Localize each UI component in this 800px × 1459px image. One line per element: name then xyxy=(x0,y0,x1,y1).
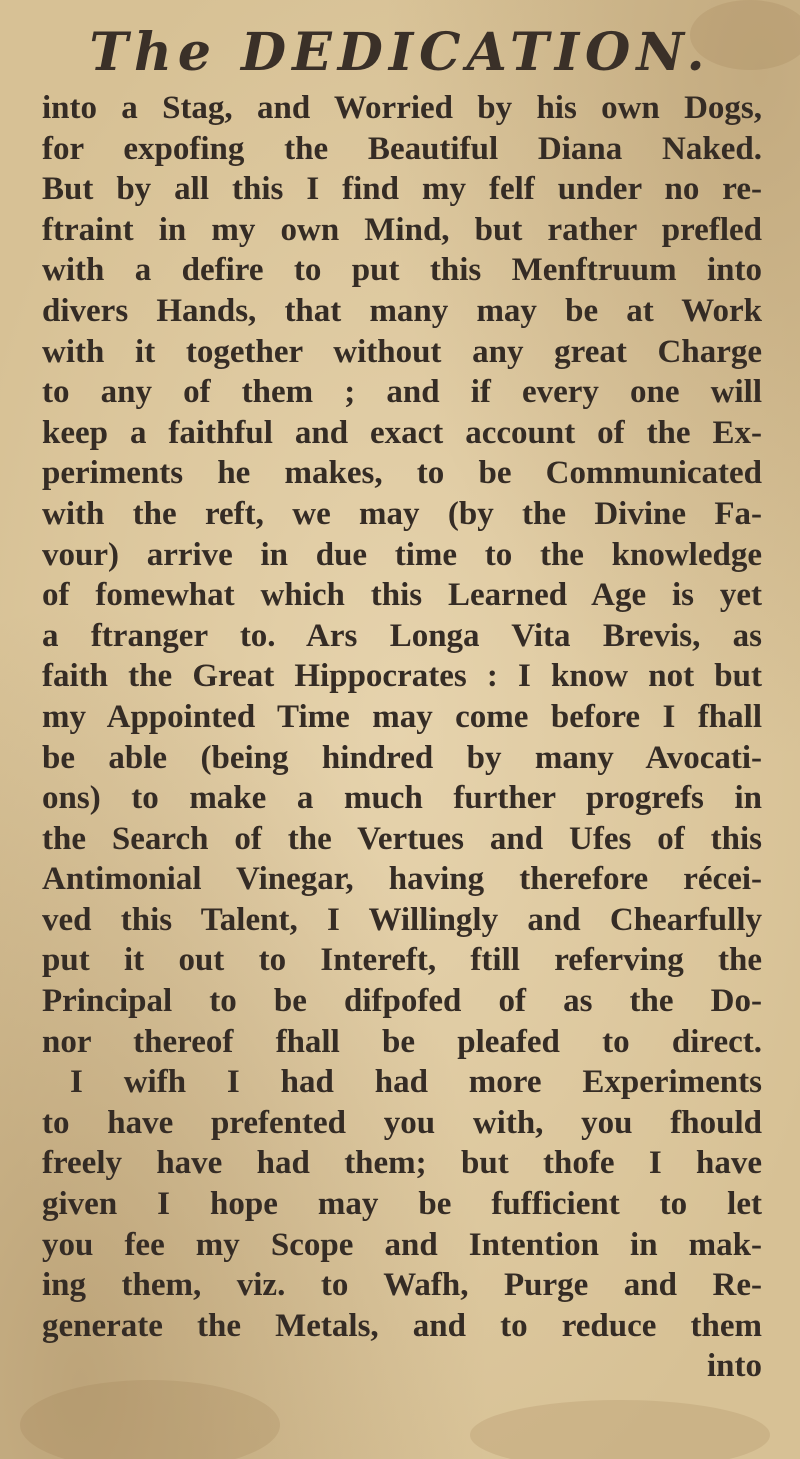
stain xyxy=(470,1400,770,1459)
text-line: with it together without any great Charge xyxy=(42,333,762,370)
text-line: of fomewhat which this Learned Age is yet xyxy=(42,577,762,614)
catchword: into xyxy=(706,1348,762,1385)
text-line: with the reft, we may (by the Divine Fa- xyxy=(42,495,762,532)
text-line: ons) to make a much further progrefs in xyxy=(42,780,762,817)
page-header: The DEDICATION. xyxy=(89,22,711,83)
text-line: periments he makes, to be Communicated xyxy=(42,455,762,492)
text-line: I wifh I had had more Experiments xyxy=(70,1064,762,1101)
text-line: a ftranger to. Ars Longa Vita Brevis, as xyxy=(42,617,762,654)
text-line: freely have had them; but thofe I have xyxy=(42,1145,762,1182)
text-line: vour) arrive in due time to the knowledge xyxy=(42,536,762,573)
text-line: put it out to Intereft, ftill referving the xyxy=(42,942,762,979)
text-line: you fee my Scope and Intention in mak- xyxy=(42,1226,762,1263)
text-line: divers Hands, that many may be at Work xyxy=(42,292,762,329)
text-line: generate the Metals, and to reduce them xyxy=(42,1307,762,1344)
text-line: given I hope may be fufficient to let xyxy=(42,1186,762,1223)
text-line: ftraint in my own Mind, but rather prefled xyxy=(42,211,762,248)
text-line: ved this Talent, I Willingly and Chearfully xyxy=(42,901,762,938)
text-line: ing them, viz. to Wafh, Purge and Re- xyxy=(42,1267,762,1304)
text-line: the Search of the Vertues and Ufes of this xyxy=(42,820,762,857)
text-line: to have prefented you with, you fhould xyxy=(42,1104,762,1141)
text-line: nor thereof fhall be pleafed to direct. xyxy=(42,1023,762,1060)
text-line: keep a faithful and exact account of the Ex- xyxy=(42,414,762,451)
text-line: for expofing the Beautiful Diana Naked. xyxy=(42,130,762,167)
text-line: Principal to be difpofed of as the Do- xyxy=(42,983,762,1020)
text-line: to any of them ; and if every one will xyxy=(42,374,762,411)
text-line: faith the Great Hippocrates : I know not but xyxy=(42,658,762,695)
body-text xyxy=(42,88,762,1387)
text-line: Antimonial Vinegar, having therefore récei- xyxy=(42,861,762,898)
stain xyxy=(20,1380,280,1459)
text-line: with a defire to put this Menftruum into xyxy=(42,252,762,289)
text-line: my Appointed Time may come before I fhall xyxy=(42,698,762,735)
text-line: But by all this I find my felf under no re- xyxy=(42,171,762,208)
text-line: into a Stag, and Worried by his own Dogs, xyxy=(42,90,762,126)
text-line: be able (being hindred by many Avocati- xyxy=(42,739,762,776)
